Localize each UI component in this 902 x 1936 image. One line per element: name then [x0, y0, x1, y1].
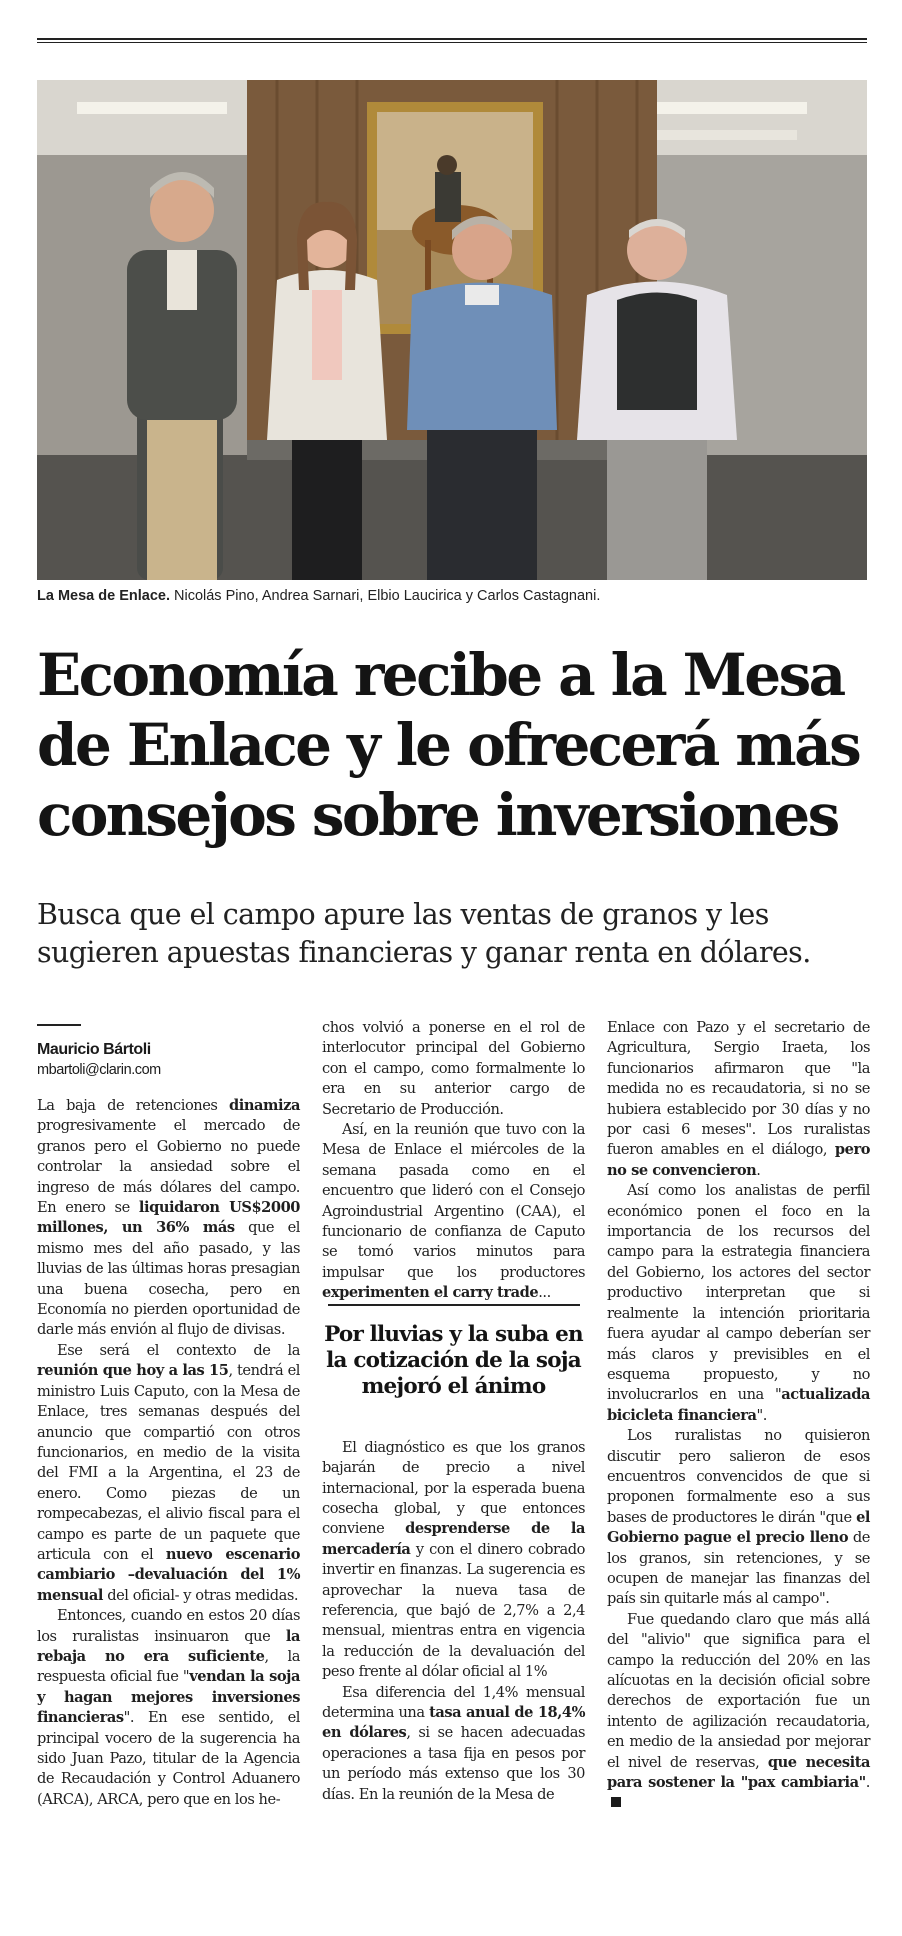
- subhead: Busca que el campo apure las ventas de granos y les sugieren apuestas financieras y ganar renta en dólares.: [37, 898, 811, 969]
- paragraph: Así como los analistas de perfil económico ponen el foco en la importancia de los recursos del campo para la estrategia financiera del Gobierno, los actores del sector productivo interpretan que si realmente la intención prioritaria fuera ayudar al campo deberían ser más claros y previsibles en el esquema propuesto, y no involucrarlos en una "actualizada bicicleta financiera".: [607, 1182, 870, 1424]
- author-name: Mauricio Bártoli: [37, 1041, 151, 1058]
- article-column-1: [37, 1024, 300, 1810]
- group-photo-icon: [37, 80, 867, 580]
- top-rule-thin: [37, 42, 867, 43]
- byline-rule: [37, 1024, 81, 1026]
- paragraph: Entonces, cuando en estos 20 días los ruralistas insinuaron que la rebaja no era suficiente, la respuesta oficial fue "vendan la soja y hagan mejores inversiones financieras". En ese sentido, el principal vocero de la sugerencia ha sido Juan Pazo, titular de la Agencia de Recaudación y Control Aduanero (ARCA), ARCA, pero que en los he-: [37, 1607, 300, 1808]
- caption-text: Nicolás Pino, Andrea Sarnari, Elbio Laucirica y Carlos Castagnani.: [169, 588, 601, 604]
- crosshead: Por lluvias y la suba en la cotización de la soja mejoró el ánimo: [324, 1321, 583, 1399]
- paragraph: chos volvió a ponerse en el rol de interlocutor principal del Gobierno con el campo, como formalmente lo era en su anterior cargo de Secretario de Producción.: [322, 1019, 585, 1118]
- headline: Economía recibe a la Mesa de Enlace y le ofrecerá más consejos sobre inversiones: [37, 641, 860, 849]
- paragraph: Así, en la reunión que tuvo con la Mesa de Enlace el miércoles de la semana pasada como en el encuentro que lideró con el Consejo Agroindustrial Argentino (CAA), el funcionario de confianza de Caputo se tomó varios minutos para impulsar que los productores experimenten el carry trade...: [322, 1121, 585, 1302]
- paragraph: Fue quedando claro que más allá del "alivio" que significa para el campo la reducción del 20% en las alícuotas en la decisión oficial sobre derechos de exportación fue un intento de agilización recaudatoria, en medio de la ansiedad por mejorar el nivel de reservas, que necesita para sostener la "pax cambiaria".: [607, 1610, 870, 1814]
- caption-lead: La Mesa de Enlace.: [37, 588, 170, 604]
- end-mark-icon: [611, 1797, 621, 1807]
- paragraph: Enlace con Pazo y el secretario de Agricultura, Sergio Iraeta, los funcionarios afirmaron que "la medida no es recaudatoria, si no se hubiera establecido por 30 días y no por casi 6 meses". Los ruralistas fueron amables en el diálogo, pero no se convencieron.: [607, 1019, 870, 1179]
- top-rule: [37, 38, 867, 40]
- paragraph: Esa diferencia del 1,4% mensual determina una tasa anual de 18,4% en dólares, si se hacen adecuadas operaciones a tasa fija en pesos por un período más extenso que los 30 días. En la reunión de la Mesa de: [322, 1683, 586, 1803]
- crosshead-rule: [328, 1304, 580, 1306]
- article-column-2: [322, 1018, 585, 1805]
- paragraph: El diagnóstico es que los granos bajarán de precio a nivel internacional, por la esperada buena cosecha global, y que entonces conviene desprenderse de la mercadería y con el dinero cobrado invertir en finanzas. La sugerencia es aprovechar la nueva tasa de referencia, que bajó de 2,7% a 2,4 mensual, mientras entra en vigencia la reducción de la devaluación del peso frente al dólar oficial al 1%: [322, 1438, 585, 1681]
- author-email[interactable]: mbartoli@clarin.com: [37, 1062, 161, 1078]
- paragraph: Los ruralistas no quisieron discutir pero salieron de esos encuentros convencidos de que si proponen formalmente eso a sus bases de productores le dirán "que el Gobierno pague el precio lleno de los granos, sin retenciones, y se ocupen de manejar las finanzas del país sin quitarle más al campo".: [607, 1427, 870, 1608]
- article-column-3: [607, 1018, 870, 1814]
- group-photo: [37, 80, 867, 580]
- paragraph: La baja de retenciones dinamiza progresivamente el mercado de granos pero el Gobierno no puede controlar la ansiedad sobre el ingreso de más dólares del campo. En enero se liquidaron US$2000 millones, un 36% más que el mismo mes del año pasado, y las lluvias de las últimas horas presagian una buena cosecha, pero en Economía no pierden oportunidad de darle más envión al flujo de divisas.: [37, 1097, 300, 1339]
- paragraph: Ese será el contexto de la reunión que hoy a las 15, tendrá el ministro Luis Caputo, con la Mesa de Enlace, tres semanas después del anuncio que compartió con otros funcionarios, en medio de la visita del FMI a la Argentina, el 23 de enero. Como piezas de un rompecabezas, el alivio fiscal para el campo es parte de un paquete que articula con el nuevo escenario cambiario –devaluación del 1% mensual del oficial- y otras medidas.: [37, 1341, 300, 1604]
- photo-caption: [37, 588, 867, 604]
